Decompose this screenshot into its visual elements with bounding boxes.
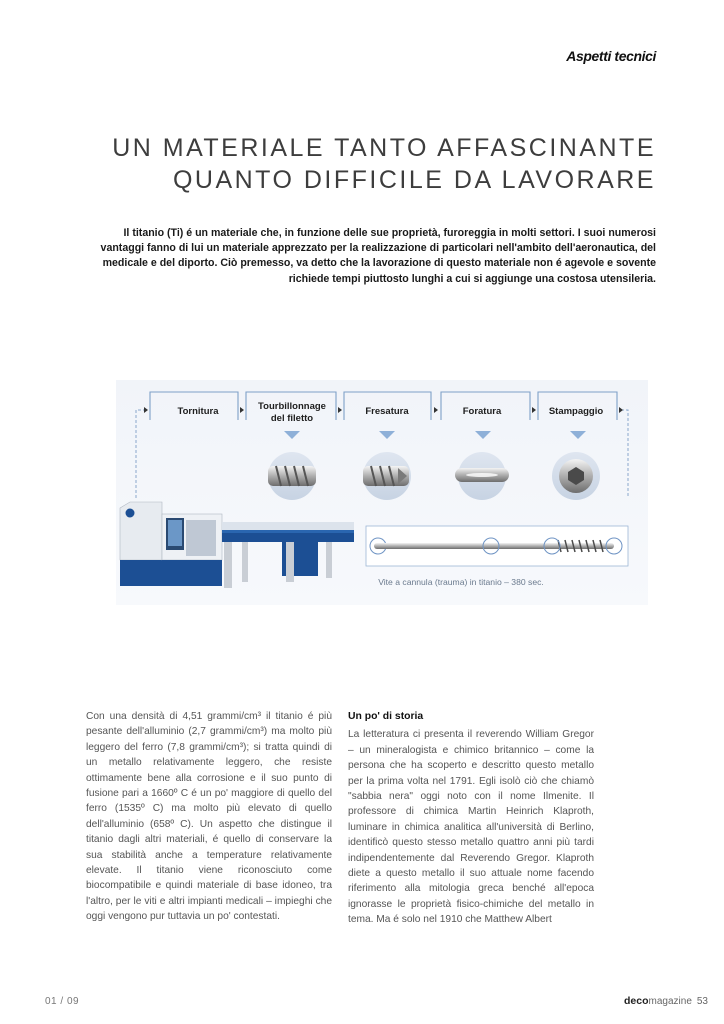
body-paragraph-left: Con una densità di 4,51 grammi/cm³ il titanio é più pesante dell'alluminio (2,7 grammi/cm³) ma molto più leggero del ferro (7,8 grammi/cm³); si tratta quindi di un metallo relativamente leggero, che resiste ottimamente bene alla corrosione e il suo punto di fusione pari a 1660º C é un po' maggiore di quello del ferro (1535º C) ma molto più elevato di quello dell'alluminio (658º C). Un aspetto che distingue il titanio dagli altri materiali, é quello di conservare la sua stabilità anche a temperature relativamente elevate. Il titanio viene riconosciuto come biocompatibile e quindi materiale di base idoneo, tra l'altro, per le viti e altri impianti medicali – impieghi che oggi vengono pur tuttavia un po' contestati. bbox=[86, 711, 332, 923]
figure-caption: Vite a cannula (trauma) in titanio – 380 sec. bbox=[378, 577, 544, 587]
brand-logo: deco bbox=[624, 995, 649, 1007]
step-label-tourbillonnage: Tourbillonnage bbox=[258, 401, 326, 412]
step-label-tourbillonnage-line2: del filetto bbox=[270, 413, 314, 424]
title-line-2: QUANTO DIFFICILE DA LAVORARE bbox=[172, 166, 656, 194]
tourbillonnage-part-icon bbox=[268, 452, 316, 500]
section-label: Aspetti tecnici bbox=[566, 48, 656, 64]
history-heading: Un po' di storia bbox=[348, 711, 424, 722]
issue-number: 01 / 09 bbox=[45, 996, 80, 1007]
body-column-right bbox=[348, 709, 594, 928]
foratura-part-icon bbox=[455, 452, 509, 500]
footer-brand bbox=[624, 995, 708, 1007]
process-diagram bbox=[116, 380, 648, 605]
lead-paragraph: Il titanio (Ti) é un materiale che, in funzione delle sue proprietà, furoreggia in molti settori. I suoi numerosi vantaggi fanno di lui un materiale apprezzato per la realizzazione di particolari nell'ambito dell'aeronautica, del medicale e del diporto. Ciò premesso, va detto che la lavorazione di questo materiale non é agevole e sovente richiede tempi piuttosto lunghi a cui si aggiunge una costosa utensileria. bbox=[100, 227, 656, 285]
body-column-left bbox=[86, 709, 332, 925]
page-title bbox=[112, 132, 656, 196]
step-label-stampaggio: Stampaggio bbox=[548, 406, 604, 417]
body-paragraph-right: La letteratura ci presenta il reverendo William Gregor – un mineralogista e chimico britannico – come la persona che ha scoperto e descritto questo metallo per la prima volta nel 1791. Egli isolò ciò che chiamò "sabbia nera" oggi noto con il nome Ilmenite. Il professore di chimica Martin Heinrich Klaproth, luminare in chimica analitica all'università di Berlino, identificò questo stesso metallo quattro anni più tardi indipendentemente dal Reverendo Gregor. Klaproth diete a questo metallo il suo attuale nome facendo riferimento alla mitologia greca benché all'epoca ignorasse le proprietà fisico-chimiche del metallo in tema. Ma é solo nel 1910 che Matthew Albert bbox=[348, 729, 594, 926]
title-line-1: UN MATERIALE TANTO AFFASCINANTE bbox=[112, 134, 656, 162]
cannula-screw-panel bbox=[366, 526, 628, 566]
process-figure bbox=[116, 380, 648, 605]
down-arrows bbox=[284, 431, 586, 439]
fresatura-part-icon bbox=[363, 452, 411, 500]
brand-magazine: magazine bbox=[648, 996, 692, 1007]
cnc-lathe-machine bbox=[120, 502, 354, 588]
stampaggio-part-icon bbox=[552, 452, 600, 500]
page-number: 53 bbox=[696, 996, 708, 1007]
step-label-foratura: Foratura bbox=[462, 406, 502, 417]
step-label-fresatura: Fresatura bbox=[365, 406, 409, 417]
step-label-tornitura: Tornitura bbox=[177, 406, 219, 417]
